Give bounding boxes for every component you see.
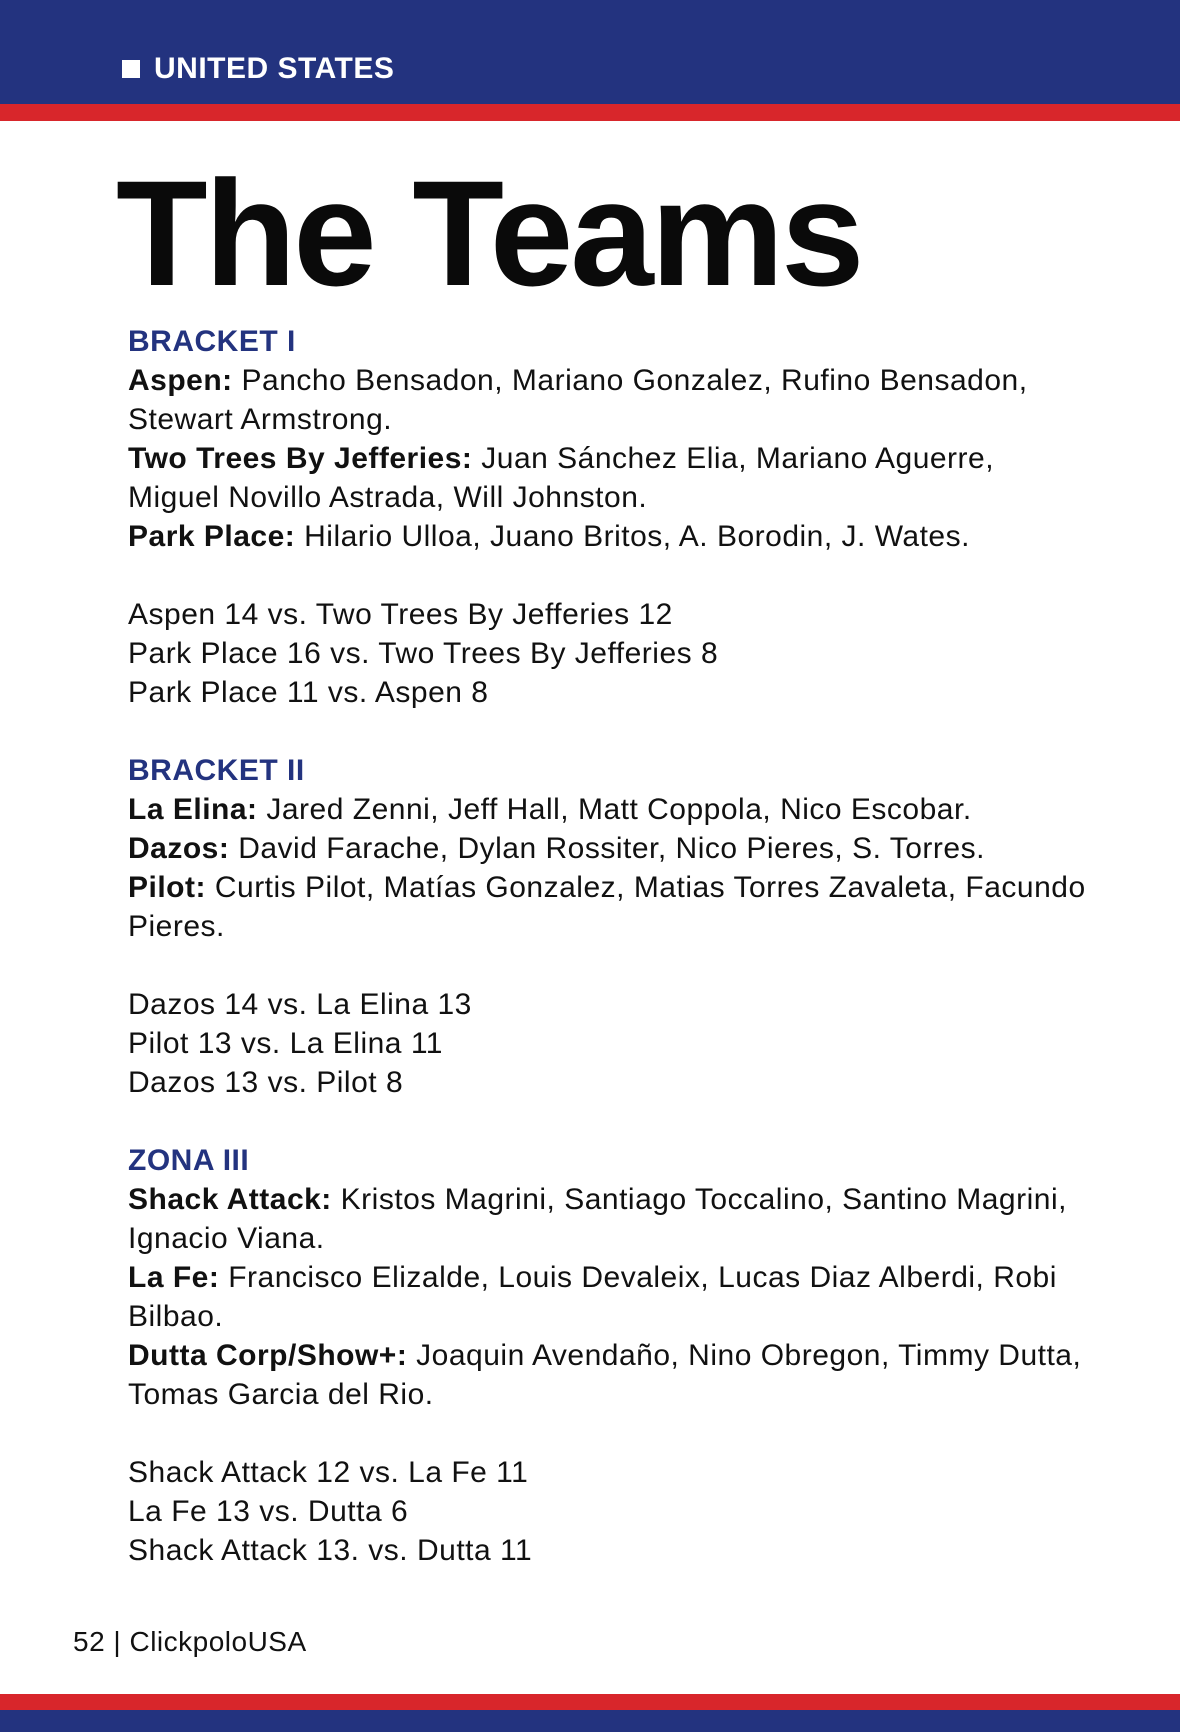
team-name: Aspen: <box>128 364 233 397</box>
square-icon <box>122 60 140 78</box>
team-name: Dazos: <box>128 832 230 865</box>
team-players: Francisco Elizalde, Louis Devaleix, Lucas Diaz Alberdi, Robi Bilbao. <box>128 1261 1057 1333</box>
match-result: Shack Attack 12 vs. La Fe 11 <box>128 1456 529 1489</box>
team-entry <box>128 790 1088 829</box>
bracket-2 <box>128 751 1088 1102</box>
team-entry <box>128 1180 1088 1258</box>
team-entry <box>128 1336 1088 1414</box>
match-result: Aspen 14 vs. Two Trees By Jefferies 12 <box>128 598 673 631</box>
footer-stripe <box>0 1694 1180 1710</box>
bracket-1 <box>128 322 1088 712</box>
match-result: Pilot 13 vs. La Elina 11 <box>128 1027 443 1060</box>
team-entry <box>128 868 1088 946</box>
match-result: Dazos 14 vs. La Elina 13 <box>128 988 472 1021</box>
team-name: La Fe: <box>128 1261 220 1294</box>
teams-content <box>128 322 1088 1609</box>
team-players: Hilario Ulloa, Juano Britos, A. Borodin, J. Wates. <box>304 520 970 553</box>
team-players: Joaquin Avendaño, Nino Obregon, Timmy Dutta, Tomas Garcia del Rio. <box>128 1339 1082 1411</box>
match-results <box>128 1453 1088 1570</box>
header-stripe <box>0 104 1180 121</box>
team-entry <box>128 361 1088 439</box>
team-players: David Farache, Dylan Rossiter, Nico Pieres, S. Torres. <box>238 832 985 865</box>
team-name: La Elina: <box>128 793 258 826</box>
team-name: Park Place: <box>128 520 296 553</box>
team-players: Kristos Magrini, Santiago Toccalino, Santino Magrini, Ignacio Viana. <box>128 1183 1067 1255</box>
match-result: Shack Attack 13. vs. Dutta 11 <box>128 1534 533 1567</box>
bracket-title: BRACKET II <box>128 754 305 787</box>
header-bar <box>0 0 1180 104</box>
team-entry <box>128 1258 1088 1336</box>
match-results <box>128 985 1088 1102</box>
match-results <box>128 595 1088 712</box>
match-result: Park Place 11 vs. Aspen 8 <box>128 676 489 709</box>
match-result: Park Place 16 vs. Two Trees By Jefferies 8 <box>128 637 719 670</box>
team-players: Pancho Bensadon, Mariano Gonzalez, Rufino Bensadon, Stewart Armstrong. <box>128 364 1028 436</box>
section-tag <box>122 50 394 88</box>
bracket-3 <box>128 1141 1088 1570</box>
bracket-title: ZONA III <box>128 1144 250 1177</box>
page-footer: 52 | ClickpoloUSA <box>73 1626 307 1657</box>
team-entry <box>128 829 1088 868</box>
section-label: UNITED STATES <box>154 52 395 85</box>
page-title: The Teams <box>116 149 862 317</box>
match-result: La Fe 13 vs. Dutta 6 <box>128 1495 409 1528</box>
footer-bar <box>0 1710 1180 1732</box>
team-name: Pilot: <box>128 871 206 904</box>
team-entry <box>128 439 1088 517</box>
match-result: Dazos 13 vs. Pilot 8 <box>128 1066 404 1099</box>
team-players: Curtis Pilot, Matías Gonzalez, Matias Torres Zavaleta, Facundo Pieres. <box>128 871 1086 943</box>
team-name: Dutta Corp/Show+: <box>128 1339 408 1372</box>
team-players: Juan Sánchez Elia, Mariano Aguerre, Miguel Novillo Astrada, Will Johnston. <box>128 442 995 514</box>
team-name: Shack Attack: <box>128 1183 332 1216</box>
team-entry <box>128 517 1088 556</box>
team-name: Two Trees By Jefferies: <box>128 442 473 475</box>
team-players: Jared Zenni, Jeff Hall, Matt Coppola, Nico Escobar. <box>266 793 972 826</box>
bracket-title: BRACKET I <box>128 325 296 358</box>
